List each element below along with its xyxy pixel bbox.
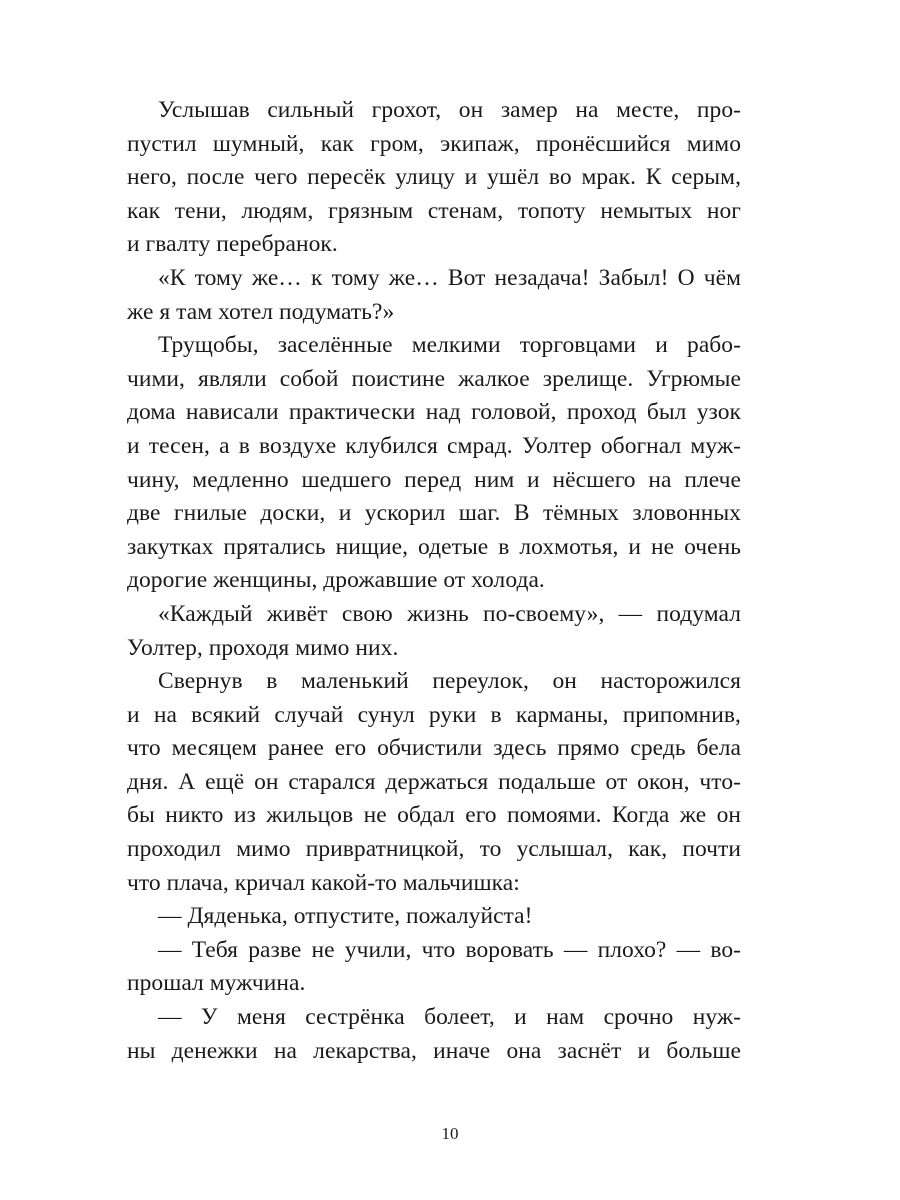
text-line: что месяцем ранее его обчистили здесь прямо средь бела [127, 735, 741, 762]
text-line: «К тому же… к тому же… Вот незадача! Забыл! О чём [158, 264, 741, 291]
body-text [127, 94, 741, 1068]
text-line: дома нависали практически над головой, проход был узок [127, 399, 741, 426]
text-line: него, после чего пересёк улицу и ушёл во мрак. К серым, [127, 164, 741, 191]
text-line: закутках прятались нищие, одетые в лохмотья, и не очень [127, 533, 741, 560]
text-line: Услышав сильный грохот, он замер на месте, про- [158, 97, 741, 123]
text-line: дорогие женщины, дрожавшие от холода. [127, 567, 545, 594]
text-line: как тени, людям, грязным стенам, топоту немытых ног [127, 197, 741, 224]
text-line: ны денежки на лекарства, иначе она заснёт и больше [127, 1037, 741, 1064]
text-line: «Каждый живёт свою жизнь по-своему», — подумал [158, 600, 741, 627]
text-line: бы никто из жильцов не обдал его помоями. Когда же он [127, 802, 741, 829]
text-line: и тесен, а в воздухе клубился смрад. Уолтер обогнал муж- [127, 432, 741, 459]
text-line: чину, медленно шедшего перед ним и нёсшего на плече [127, 466, 741, 493]
text-line: прошал мужчина. [127, 970, 306, 997]
text-line: и на всякий случай сунул руки в карманы, припомнив, [127, 701, 741, 728]
text-line: Свернув в маленький переулок, он насторожился [158, 668, 741, 695]
text-line: — Дяденька, отпустите, пожалуйста! [158, 903, 533, 930]
text-line: же я там хотел подумать?» [127, 298, 395, 325]
page-number: 10 [441, 1124, 459, 1143]
text-line: чими, являли собой поистине жалкое зрелище. Угрюмые [127, 365, 741, 392]
text-line: — Тебя разве не учили, что воровать — плохо? — во- [158, 936, 741, 963]
text-line: дня. А ещё он старался держаться подальше от окон, что- [127, 768, 741, 795]
text-line: две гнилые доски, и ускорил шаг. В тёмных зловонных [127, 500, 741, 527]
text-line: — У меня сестрёнка болеет, и нам срочно нуж- [158, 1004, 741, 1031]
text-line: и гвалту перебранок. [127, 231, 338, 258]
text-line: что плача, кричал какой-то мальчишка: [127, 869, 520, 896]
text-line: проходил мимо привратницкой, то услышал, как, почти [127, 836, 741, 863]
text-line: пустил шумный, как гром, экипаж, пронёсшийся мимо [127, 130, 741, 157]
text-line: Трущобы, заселённые мелкими торговцами и рабо- [158, 332, 741, 359]
text-line: Уолтер, проходя мимо них. [127, 634, 399, 661]
